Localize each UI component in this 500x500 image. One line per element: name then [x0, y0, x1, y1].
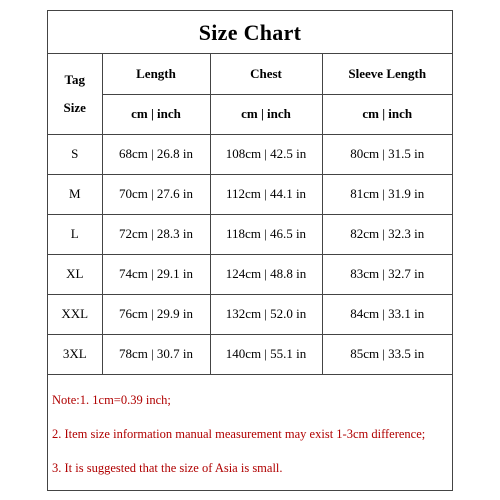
note-line: 3. It is suggested that the size of Asia is small.	[52, 461, 283, 475]
sleeve-unit: cm | inch	[322, 94, 452, 134]
table-row	[48, 334, 452, 374]
chart-title: Size Chart	[48, 11, 452, 54]
table-row	[48, 294, 452, 334]
chest-unit: cm | inch	[210, 94, 322, 134]
size-cell: XL	[48, 254, 102, 294]
tag-label: Tag	[64, 71, 85, 87]
table-row	[48, 214, 452, 254]
table-row	[48, 254, 452, 294]
sleeve-cell: 80cm | 31.5 in	[322, 134, 452, 174]
size-cell: M	[48, 174, 102, 214]
tag-size-header	[48, 54, 102, 134]
length-cell: 76cm | 29.9 in	[102, 294, 210, 334]
length-cell: 78cm | 30.7 in	[102, 334, 210, 374]
sleeve-cell: 84cm | 33.1 in	[322, 294, 452, 334]
size-cell: 3XL	[48, 334, 102, 374]
size-cell: L	[48, 214, 102, 254]
sleeve-cell: 82cm | 32.3 in	[322, 214, 452, 254]
length-cell: 70cm | 27.6 in	[102, 174, 210, 214]
length-cell: 72cm | 28.3 in	[102, 214, 210, 254]
units-row	[48, 94, 452, 134]
note-line: Note:1. 1cm=0.39 inch;	[52, 393, 171, 407]
size-label: Size	[63, 99, 86, 115]
size-table	[48, 54, 452, 375]
sleeve-cell: 81cm | 31.9 in	[322, 174, 452, 214]
chest-cell: 140cm | 55.1 in	[210, 334, 322, 374]
sleeve-cell: 83cm | 32.7 in	[322, 254, 452, 294]
size-cell: S	[48, 134, 102, 174]
table-row	[48, 134, 452, 174]
size-chart	[47, 10, 453, 491]
size-cell: XXL	[48, 294, 102, 334]
chest-cell: 112cm | 44.1 in	[210, 174, 322, 214]
chest-header: Chest	[210, 54, 322, 94]
length-unit: cm | inch	[102, 94, 210, 134]
chest-cell: 132cm | 52.0 in	[210, 294, 322, 334]
note-line: 2. Item size information manual measurement may exist 1-3cm difference;	[52, 427, 426, 441]
header-row	[48, 54, 452, 94]
chest-cell: 124cm | 48.8 in	[210, 254, 322, 294]
length-header: Length	[102, 54, 210, 94]
notes-section	[48, 383, 452, 485]
chest-cell: 108cm | 42.5 in	[210, 134, 322, 174]
sleeve-length-header: Sleeve Length	[322, 54, 452, 94]
length-cell: 68cm | 26.8 in	[102, 134, 210, 174]
table-row	[48, 174, 452, 214]
length-cell: 74cm | 29.1 in	[102, 254, 210, 294]
chest-cell: 118cm | 46.5 in	[210, 214, 322, 254]
sleeve-cell: 85cm | 33.5 in	[322, 334, 452, 374]
